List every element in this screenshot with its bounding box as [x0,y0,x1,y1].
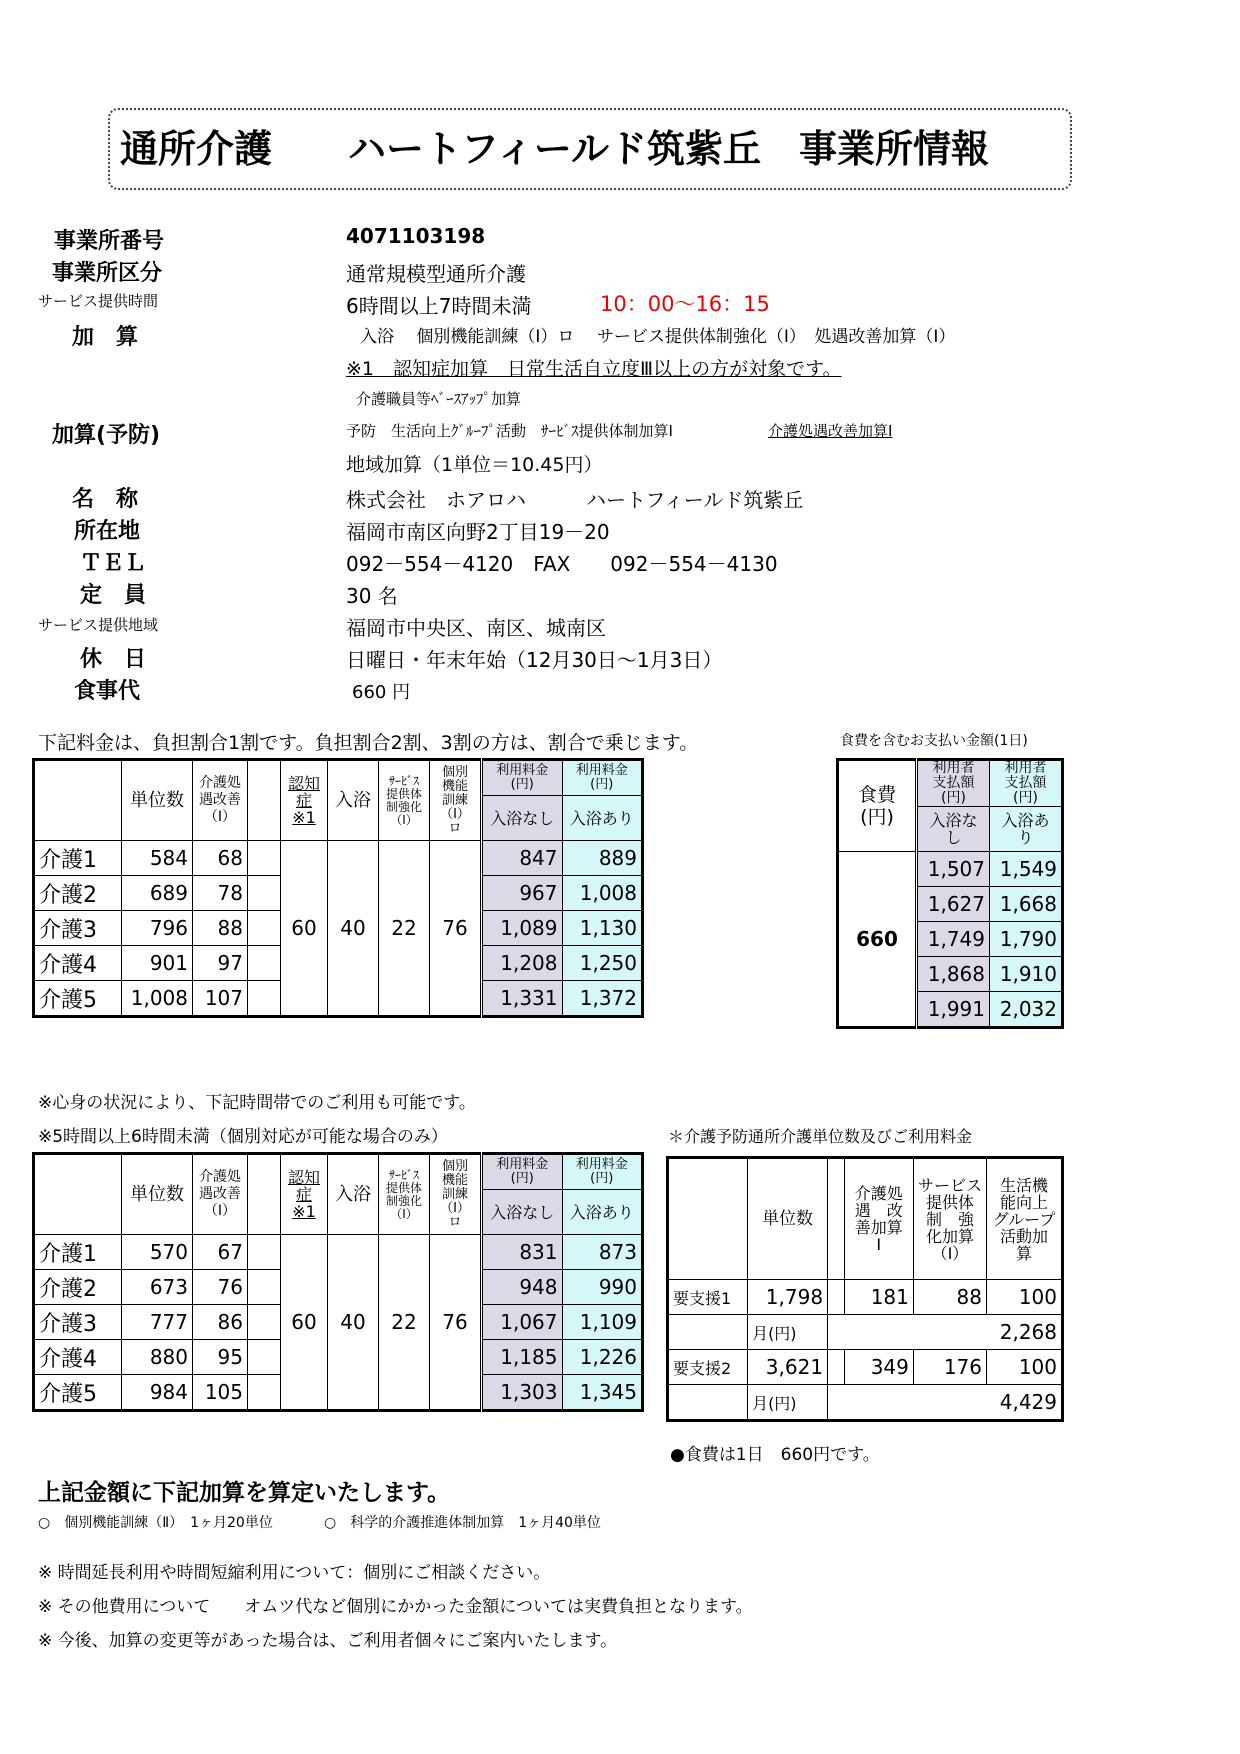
header-no-bath: 入浴なし [917,807,990,852]
pay-bath-cell: 1,668 [990,887,1063,922]
shogu-cell: 181 [844,1280,913,1315]
month-total-cell: 4,429 [828,1385,1063,1421]
fee-no-bath-cell: 967 [482,876,563,911]
header-pay-no-bath: 利用者 支払額 (円) [917,760,990,807]
units-cell: 673 [122,1270,193,1305]
fee-no-bath-cell: 1,067 [482,1305,563,1340]
blank-cell [828,1280,844,1315]
shogu-cell: 76 [193,1270,248,1305]
units-cell: 901 [122,946,193,981]
blank-cell [248,1305,281,1340]
shogu-cell: 86 [193,1305,248,1340]
header-ninchi: 認知 症 ※1 [281,760,328,841]
holiday: 日曜日・年末年始（12月30日～1月3日） [346,648,723,672]
blank-cell [248,1270,281,1305]
teikyo-cell: 88 [913,1280,986,1315]
blank-cell [248,876,281,911]
row-label: 介護2 [34,1270,122,1305]
fee-bath-cell: 1,109 [562,1305,643,1340]
shogu-cell: 95 [193,1340,248,1375]
blank-cell [248,841,281,876]
meal-table-caption: 食費を含むお支払い金額(1日) [840,733,1028,749]
payment-table [836,758,1064,1029]
nyuyoku-cell: 40 [328,1235,379,1411]
shogu-cell: 105 [193,1375,248,1411]
shogu-cell: 107 [193,981,248,1017]
shogu-cell: 78 [193,876,248,911]
kobetsu-cell: 76 [430,841,482,1017]
blank-cell [248,1340,281,1375]
header-kobetsu: 個別 機能 訓練 （Ⅰ） ロ [430,1154,482,1235]
note-1: ※ 時間延長利用や時間短縮利用について：個別にご相談ください。 [38,1563,551,1583]
fee-bath-cell: 889 [562,841,643,876]
month-label: 月(円) [748,1385,828,1421]
blank-cell [668,1315,748,1350]
meal-fee-cell: 660 [838,852,917,1028]
fee-no-bath-cell: 1,089 [482,911,563,946]
fee-no-bath-cell: 1,331 [482,981,563,1017]
header-shogu: 介護処 遇 改 善加算 Ⅰ [844,1158,913,1280]
blank-cell [248,1235,281,1270]
units-cell: 880 [122,1340,193,1375]
group-cell: 100 [987,1280,1063,1315]
pay-bath-cell: 1,790 [990,922,1063,957]
units-cell: 1,008 [122,981,193,1017]
tel-label: ＴＥＬ [80,551,147,576]
blank-cell [828,1350,844,1385]
month-label: 月(円) [748,1315,828,1350]
blank-cell [248,946,281,981]
row-label: 介護2 [34,876,122,911]
shogu-cell: 349 [844,1350,913,1385]
header-bath: 入浴あり [990,807,1063,852]
yobo-note: ＊介護予防通所介護単位数及びご利用料金 [668,1127,973,1146]
units-cell: 984 [122,1375,193,1411]
pay-bath-cell: 1,549 [990,852,1063,887]
units-cell: 796 [122,911,193,946]
header-bath: 入浴あり [562,1190,643,1235]
fee-bath-cell: 990 [562,1270,643,1305]
office-no: 4071103198 [346,224,486,248]
bottom-heading: 上記金額に下記加算を算定いたします。 [38,1480,451,1506]
row-label: 介護5 [34,1375,122,1411]
meal-label: 食事代 [74,679,141,704]
fee-note: 下記料金は、負担割合1割です。負担割合2割、3割の方は、割合で乗じます。 [38,732,699,754]
row-label: 介護4 [34,1340,122,1375]
row-label: 介護3 [34,911,122,946]
units-cell: 1,798 [748,1280,828,1315]
header-units: 単位数 [122,760,193,841]
shogu-cell: 67 [193,1235,248,1270]
capacity-label: 定 員 [80,583,147,608]
header-nyuyoku: 入浴 [328,760,379,841]
fee-table-main [32,758,644,1018]
header-teikyo: サービス 提供体 制 強 化加算 （Ⅰ） [913,1158,986,1280]
corner-cell [34,760,122,841]
header-group: 生活機 能向上 グループ 活動加 算 [987,1158,1063,1280]
header-fee-no-bath: 利用料金 (円) [482,1154,563,1190]
area-rate: 地域加算（1単位＝10.45円） [346,454,603,476]
corner-cell [34,1154,122,1235]
address: 福岡市南区向野2丁目19－20 [346,520,610,544]
fee-no-bath-cell: 1,303 [482,1375,563,1411]
fee-bath-cell: 873 [562,1235,643,1270]
fee-bath-cell: 1,226 [562,1340,643,1375]
area-label: サービス提供地域 [38,616,159,634]
tel-fax: 092－554－4120 FAX 092－554－4130 [346,552,778,576]
blank-cell [248,911,281,946]
shogu-cell: 97 [193,946,248,981]
header-units: 単位数 [748,1158,828,1280]
header-shogu: 介護処 遇改善 （Ⅰ） [193,1154,248,1235]
yobo-line1: 予防 生活向上ｸﾞﾙｰﾌﾟ活動 ｻｰﾋﾞｽ提供体制加算Ⅰ [346,422,673,440]
office-type: 通常規模型通所介護 [346,262,526,286]
time-note: ※心身の状況により、下記時間帯でのご利用も可能です。 [38,1093,476,1113]
fee-bath-cell: 1,130 [562,911,643,946]
fee-no-bath-cell: 948 [482,1270,563,1305]
header-meal: 食費 (円) [838,760,917,852]
pay-no-bath-cell: 1,749 [917,922,990,957]
units-cell: 3,621 [748,1350,828,1385]
fee-bath-cell: 1,008 [562,876,643,911]
kasan-label: 加 算 [72,325,139,350]
pay-no-bath-cell: 1,868 [917,957,990,992]
meal-cost: 660 円 [352,682,411,703]
pay-bath-cell: 1,910 [990,957,1063,992]
blank-cell [248,1375,281,1411]
blank-col [248,1154,281,1235]
units-cell: 689 [122,876,193,911]
teikyo-cell: 22 [379,1235,430,1411]
yobo-label: 加算(予防) [52,423,161,448]
fee-table-short [32,1152,644,1412]
header-ninchi: 認知 症 ※1 [281,1154,328,1235]
blank-col [828,1158,844,1280]
service-time-label: サービス提供時間 [38,292,159,310]
yobo-line1-underlined: 介護処遇改善加算Ⅰ [768,422,893,440]
header-bath: 入浴あり [562,796,643,841]
meal-note: ●食費は1日 660円です。 [670,1445,880,1465]
shogu-cell: 68 [193,841,248,876]
office-no-label: 事業所番号 [54,229,165,254]
service-area: 福岡市中央区、南区、城南区 [346,616,606,640]
row-label: 介護1 [34,1235,122,1270]
row-label: 介護5 [34,981,122,1017]
pay-no-bath-cell: 1,991 [917,992,990,1028]
header-shogu: 介護処 遇改善 （Ⅰ） [193,760,248,841]
fee-no-bath-cell: 1,185 [482,1340,563,1375]
kasan-line2: ※1 認知症加算 日常生活自立度Ⅲ以上の方が対象です。 [346,358,842,380]
blank-cell [248,981,281,1017]
holiday-label: 休 日 [80,647,147,672]
fee-no-bath-cell: 847 [482,841,563,876]
addition-item-2: ○ 科学的介護推進体制加算 1ヶ月40単位 [324,1515,601,1531]
header-kobetsu: 個別 機能 訓練 （Ⅰ） ロ [430,760,482,841]
header-fee-bath: 利用料金 (円) [562,760,643,796]
fee-bath-cell: 1,372 [562,981,643,1017]
header-pay-bath: 利用者 支払額 (円) [990,760,1063,807]
ninchi-cell: 60 [281,841,328,1017]
header-nyuyoku: 入浴 [328,1154,379,1235]
addition-item-1: ○ 個別機能訓練（Ⅱ） 1ヶ月20単位 [38,1515,273,1531]
kasan-line3: 介護職員等ﾍﾞｰｽｱｯﾌﾟ加算 [356,390,522,408]
kobetsu-cell: 76 [430,1235,482,1411]
service-time: 6時間以上7時間未満 [346,294,532,318]
row-label: 介護1 [34,841,122,876]
blank-col [248,760,281,841]
header-teikyo: ｻｰﾋﾞｽ 提供体 制強化 （Ⅰ） [379,1154,430,1235]
pay-no-bath-cell: 1,507 [917,852,990,887]
header-no-bath: 入浴なし [482,1190,563,1235]
month-total-cell: 2,268 [828,1315,1063,1350]
units-cell: 570 [122,1235,193,1270]
teikyo-cell: 22 [379,841,430,1017]
office-type-label: 事業所区分 [52,261,163,286]
corner-cell [668,1158,748,1280]
row-label: 介護3 [34,1305,122,1340]
note-3: ※ 今後、加算の変更等があった場合は、ご利用者個々にご案内いたします。 [38,1631,618,1651]
nyuyoku-cell: 40 [328,841,379,1017]
kasan-line1: 入浴 個別機能訓練（Ⅰ）ロ サービス提供体制強化（Ⅰ） 処遇改善加算（Ⅰ） [360,327,956,347]
name-label: 名 称 [72,487,139,512]
row-label: 介護4 [34,946,122,981]
fee-bath-cell: 1,345 [562,1375,643,1411]
header-teikyo: ｻｰﾋﾞｽ 提供体 制強化 （Ⅰ） [379,760,430,841]
company-name: 株式会社 ホアロハ ハートフィールド筑紫丘 [346,488,804,512]
short-time-note: ※5時間以上6時間未満（個別対応が可能な場合のみ） [38,1127,448,1147]
units-cell: 777 [122,1305,193,1340]
page-title: 通所介護 ハートフィールド筑紫丘 事業所情報 [120,126,990,171]
header-fee-bath: 利用料金 (円) [562,1154,643,1190]
row-label: 要支援1 [668,1280,748,1315]
teikyo-cell: 176 [913,1350,986,1385]
service-hours: 10：00～16：15 [600,292,770,316]
row-label: 要支援2 [668,1350,748,1385]
group-cell: 100 [987,1350,1063,1385]
header-units: 単位数 [122,1154,193,1235]
note-2: ※ その他費用について オムツ代など個別にかかった金額については実費負担となります。 [38,1597,753,1617]
fee-no-bath-cell: 831 [482,1235,563,1270]
pay-no-bath-cell: 1,627 [917,887,990,922]
shogu-cell: 88 [193,911,248,946]
blank-cell [668,1385,748,1421]
capacity: 30 名 [346,584,398,608]
yobo-table [666,1156,1064,1422]
ninchi-cell: 60 [281,1235,328,1411]
header-no-bath: 入浴なし [482,796,563,841]
fee-bath-cell: 1,250 [562,946,643,981]
fee-no-bath-cell: 1,208 [482,946,563,981]
address-label: 所在地 [74,519,141,544]
header-fee-no-bath: 利用料金 (円) [482,760,563,796]
units-cell: 584 [122,841,193,876]
pay-bath-cell: 2,032 [990,992,1063,1028]
